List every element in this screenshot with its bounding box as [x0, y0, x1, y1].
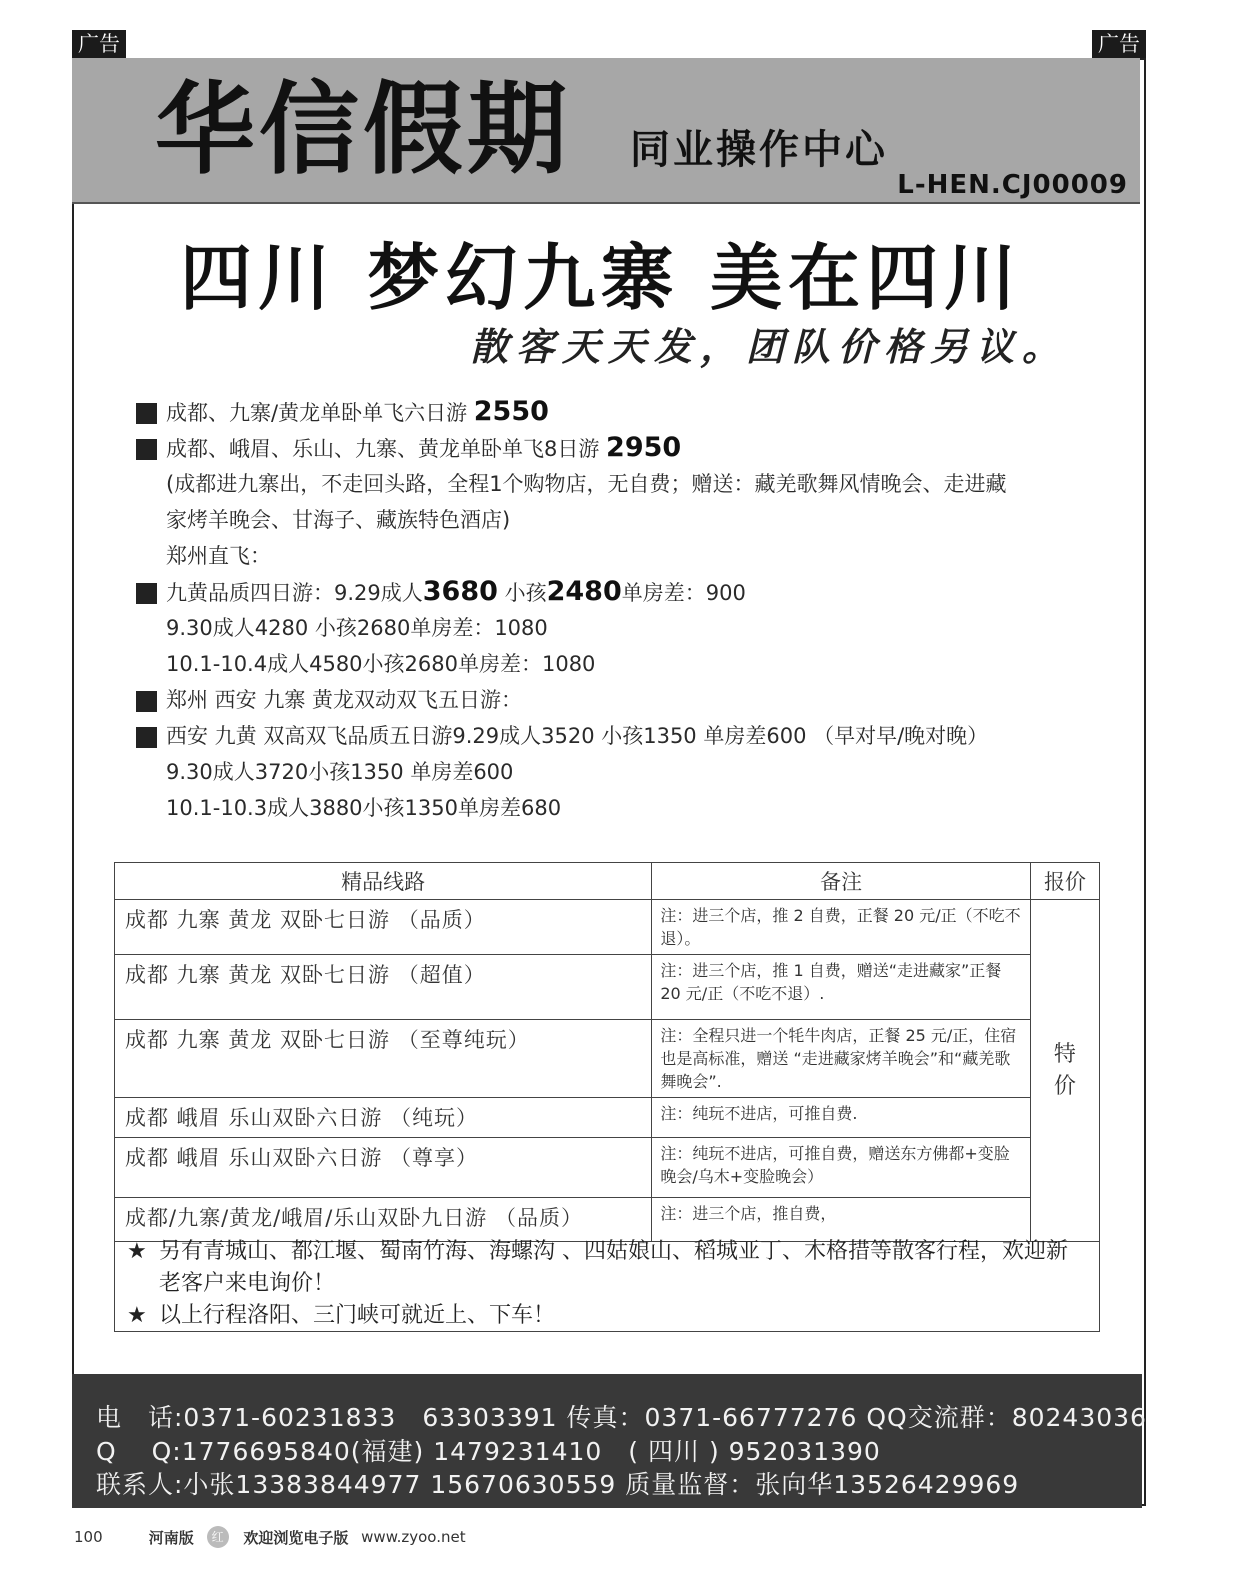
table-row [115, 1020, 1100, 1098]
license-number: L-HEN.CJ00009 [897, 170, 1128, 200]
bullet-square-icon [136, 403, 157, 424]
itinerary-list [134, 394, 1114, 826]
note-cell: 注：进三个店，推自费， [652, 1198, 1031, 1242]
ad-tag-right: 广告 [1092, 30, 1146, 58]
line-text: (成都进九寨出，不走回头路，全程1个购物店，无自费；赠送：藏羌歌舞风情晚会、走进藏 [166, 472, 1007, 496]
bullet-square-icon [136, 439, 157, 460]
itinerary-line [134, 394, 1114, 430]
line-text: 郑州直飞： [166, 544, 271, 568]
line-text: 成都、峨眉、乐山、九寨、黄龙单卧单飞8日游 [166, 437, 607, 461]
table-header-row [115, 863, 1100, 900]
note-line [125, 1300, 1089, 1332]
tagline: 散客天天发，团队价格另议。 [470, 324, 1069, 369]
note-text: 以上行程洛阳、三门峡可就近上、下车！ [159, 1303, 556, 1328]
brand-subtitle: 同业操作中心 [630, 127, 888, 173]
table-row [115, 1098, 1100, 1138]
col-header-price: 报价 [1030, 863, 1099, 900]
routes-table [114, 862, 1100, 1242]
bullet-square-icon [136, 691, 157, 712]
line-text: 家烤羊晚会、甘海子、藏族特色酒店) [166, 508, 511, 532]
col-header-route: 精品线路 [115, 863, 652, 900]
route-cell: 成都 峨眉 乐山双卧六日游 （尊享） [115, 1138, 652, 1198]
table-row [115, 1138, 1100, 1198]
line-text: 九黄品质四日游：9.29成人 [166, 581, 423, 605]
site-url[interactable]: www.zyoo.net [361, 1528, 466, 1546]
line-text: 10.1-10.4成人4580小孩2680单房差：1080 [166, 652, 596, 676]
itinerary-line [134, 610, 1114, 646]
itinerary-line [134, 574, 1114, 610]
contact-phone: 电 话:0371-60231833 63303391 传真：0371-66777276 QQ交流群：80243036 [96, 1403, 1147, 1432]
route-cell: 成都 九寨 黄龙 双卧七日游 （品质） [115, 900, 652, 955]
contact-footer [72, 1374, 1147, 1508]
note-cell: 注：进三个店，推 1 自费，赠送“走进藏家”正餐 20 元/正（不吃不退）. [652, 955, 1031, 1020]
note-text: 另有青城山、都江堰、蜀南竹海、海螺沟 、四姑娘山、稻城亚丁、木格措等散客行程，欢迎新老客户来电询价！ [159, 1239, 1068, 1296]
line-text: 单房差：900 [621, 581, 746, 605]
contact-person: 联系人:小张13383844977 15670630559 质量监督：张向华13526429969 [96, 1470, 1020, 1499]
bullet-square-icon [136, 727, 157, 748]
note-cell: 注：进三个店，推 2 自费，正餐 20 元/正（不吃不退）。 [652, 900, 1031, 955]
col-header-note: 备注 [652, 863, 1031, 900]
route-cell: 成都 九寨 黄龙 双卧七日游 （超值） [115, 955, 652, 1020]
itinerary-line [134, 790, 1114, 826]
line-text: 9.30成人4280 小孩2680单房差：1080 [166, 616, 548, 640]
line-text: 9.30成人3720小孩1350 单房差600 [166, 760, 514, 784]
star-icon: ★ [127, 1239, 147, 1264]
welcome-text: 欢迎浏览电子版 [243, 1528, 349, 1547]
note-cell: 注：全程只进一个牦牛肉店，正餐 25 元/正，住宿也是高标准，赠送 “走进藏家烤羊晚会”和“藏羌歌舞晚会”. [652, 1020, 1031, 1098]
brand-title: 华信假期 [155, 71, 571, 188]
ad-tag-left: 广告 [72, 30, 126, 58]
star-icon: ★ [127, 1303, 147, 1328]
line-text: 成都、九寨/黄龙单卧单飞六日游 [166, 401, 474, 425]
line-price: 2950 [606, 432, 682, 463]
note-cell: 注：纯玩不进店，可推自费. [652, 1098, 1031, 1138]
table-row [115, 900, 1100, 955]
edition-label: 河南版 [148, 1528, 194, 1547]
headline: 四川 梦幻九寨 美在四川 [180, 236, 1023, 320]
line-price: 2480 [546, 576, 622, 607]
page-footer [74, 1526, 466, 1550]
contact-qq: Q Q:1776695840(福建) 1479231410 ( 四川 ) 952031390 [96, 1437, 881, 1466]
extra-notes [114, 1232, 1100, 1332]
line-price: 3680 [422, 576, 498, 607]
itinerary-line [134, 646, 1114, 682]
itinerary-line [134, 682, 1114, 718]
line-text: 郑州 西安 九寨 黄龙双动双飞五日游： [166, 688, 523, 712]
itinerary-line [134, 718, 1114, 754]
itinerary-line [134, 430, 1114, 466]
edition-circle-icon: 红 [207, 1526, 229, 1548]
price-cell [1030, 900, 1099, 1242]
note-line [125, 1236, 1089, 1300]
route-cell: 成都 九寨 黄龙 双卧七日游 （至尊纯玩） [115, 1020, 652, 1098]
route-cell: 成都/九寨/黄龙/峨眉/乐山双卧九日游 （品质） [115, 1198, 652, 1242]
note-cell: 注：纯玩不进店，可推自费，赠送东方佛都+变脸晚会/乌木+变脸晚会） [652, 1138, 1031, 1198]
route-cell: 成都 峨眉 乐山双卧六日游 （纯玩） [115, 1098, 652, 1138]
itinerary-line [134, 754, 1114, 790]
line-text: 10.1-10.3成人3880小孩1350单房差680 [166, 796, 562, 820]
page-number: 100 [74, 1528, 103, 1546]
line-text: 小孩 [497, 581, 547, 605]
line-price: 2550 [473, 396, 549, 427]
itinerary-line [134, 502, 1114, 538]
itinerary-line [134, 538, 1114, 574]
table-row [115, 955, 1100, 1020]
price-label: 特价 [1053, 1041, 1076, 1099]
itinerary-line [134, 466, 1114, 502]
line-text: 西安 九黄 双高双飞品质五日游9.29成人3520 小孩1350 单房差600 （早对早/晚对晚） [166, 724, 989, 748]
bullet-square-icon [136, 583, 157, 604]
